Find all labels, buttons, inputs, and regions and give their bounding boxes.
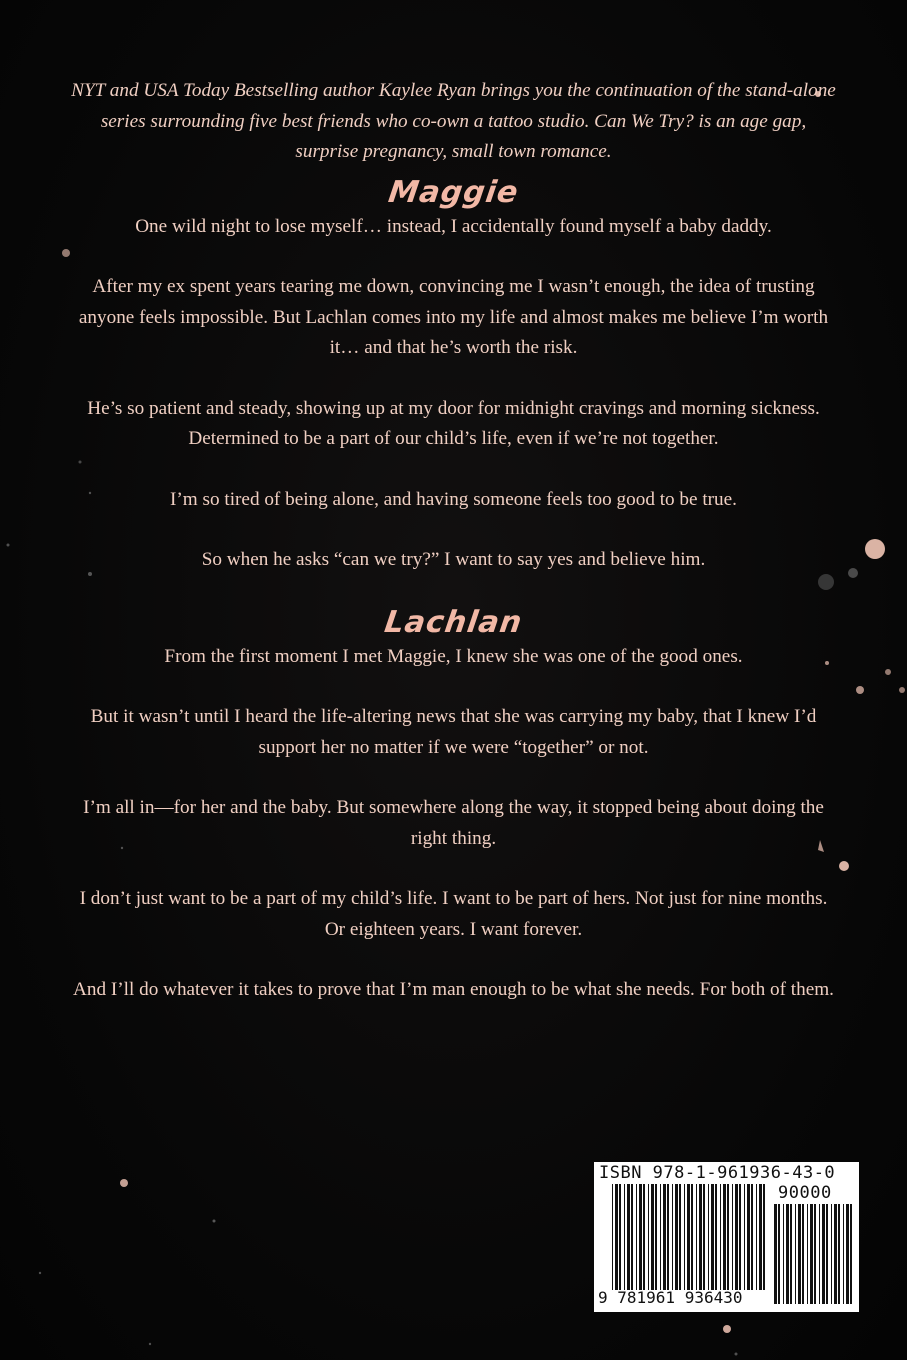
barcode-bar: [708, 1184, 709, 1290]
isbn-label: ISBN 978-1-961936-43-0: [599, 1163, 836, 1183]
barcode-bar: [711, 1184, 714, 1290]
lachlan-paragraph-3: I’m all in—for her and the baby. But somewhere along the way, it stopped being about doing the right thing.: [83, 797, 824, 849]
barcode-bar: [834, 1204, 837, 1304]
section-heading-lachlan: Lachlan: [382, 604, 525, 640]
barcode-bar: [663, 1184, 666, 1290]
maggie-paragraph-2: After my ex spent years tearing me down, convincing me I wasn’t enough, the idea of trusting anyone feels impossible. But Lachlan comes into my life and almost makes me believe I’m worth it… and that he’s worth the risk.: [78, 276, 829, 358]
lachlan-paragraph-1: From the first moment I met Maggie, I knew she was one of the good ones.: [164, 645, 743, 667]
barcode-bar: [639, 1184, 642, 1290]
barcode-bar: [667, 1184, 669, 1290]
barcode-bar: [790, 1204, 792, 1304]
lachlan-paragraph-4: I don’t just want to be a part of my child’s life. I want to be part of hers. Not just for nine months. Or eighteen years. I want forever.: [79, 888, 828, 940]
barcode-bar: [756, 1184, 757, 1290]
barcode-bar: [612, 1184, 613, 1290]
barcode-bar: [850, 1204, 852, 1304]
barcode-bar: [807, 1204, 808, 1304]
barcode-bars: [612, 1184, 767, 1290]
barcode-bar: [720, 1184, 721, 1290]
barcode-bar: [739, 1184, 741, 1290]
barcode-bar: [783, 1204, 784, 1304]
maggie-paragraph-5: So when he asks “can we try?” I want to say yes and believe him.: [201, 549, 706, 570]
barcode-bar: [624, 1184, 625, 1290]
barcode-bar: [778, 1204, 780, 1304]
barcode-bar: [631, 1184, 633, 1290]
barcode-bar: [727, 1184, 729, 1290]
barcode-bar: [843, 1204, 844, 1304]
maggie-paragraph-4: I’m so tired of being alone, and having someone feels too good to be true.: [170, 488, 737, 510]
barcode-bar: [774, 1204, 777, 1304]
barcode-bar: [643, 1184, 645, 1290]
barcode-bar: [636, 1184, 637, 1290]
barcode-bar: [822, 1204, 825, 1304]
barcode-bar: [615, 1184, 618, 1290]
barcode-bar: [735, 1184, 738, 1290]
section-heading-maggie: Maggie: [386, 174, 521, 210]
barcode-bar: [651, 1184, 654, 1290]
barcode-bar: [699, 1184, 702, 1290]
isbn-barcode: [594, 1162, 859, 1312]
barcode-bar: [684, 1184, 685, 1290]
barcode-bar: [831, 1204, 832, 1304]
barcode-bar: [619, 1184, 621, 1290]
barcode-bar: [703, 1184, 705, 1290]
barcode-bar: [838, 1204, 840, 1304]
barcode-bar: [814, 1204, 816, 1304]
barcode-bar: [648, 1184, 649, 1290]
barcode-bar: [715, 1184, 717, 1290]
barcode-addon-bars: [774, 1204, 854, 1304]
barcode-bar: [819, 1204, 820, 1304]
barcode-bar: [810, 1204, 813, 1304]
barcode-bar: [826, 1204, 828, 1304]
price-code: 90000: [778, 1183, 832, 1203]
barcode-bar: [691, 1184, 693, 1290]
barcode-bar: [786, 1204, 789, 1304]
intro-paragraph: NYT and USA Today Bestselling author Kaylee Ryan brings you the continuation of the stand-alone series surrounding five best friends who co-own a tattoo studio. Can We Try? is an age gap, surprise pregnancy, small town romance.: [71, 80, 836, 162]
lachlan-paragraph-5: And I’ll do whatever it takes to prove that I’m man enough to be what she needs. For both of them.: [73, 979, 834, 1000]
barcode-bar: [763, 1184, 765, 1290]
barcode-bar: [655, 1184, 657, 1290]
maggie-paragraph-3: He’s so patient and steady, showing up at my door for midnight cravings and morning sickness. Determined to be a part of our child’s life, even if we’re not together.: [87, 397, 820, 449]
barcode-bar: [687, 1184, 690, 1290]
barcode-bar: [723, 1184, 726, 1290]
barcode-bar: [751, 1184, 753, 1290]
lachlan-paragraph-2: But it wasn’t until I heard the life-altering news that she was carrying my baby, that I knew I’d support her no matter if we were “together” or not.: [90, 706, 817, 758]
ean-digits: 9 781961 936430: [598, 1288, 743, 1307]
barcode-bar: [696, 1184, 697, 1290]
barcode-bar: [747, 1184, 750, 1290]
book-blurb: [70, 76, 837, 1006]
barcode-bar: [675, 1184, 678, 1290]
barcode-bar: [846, 1204, 849, 1304]
maggie-paragraph-1: One wild night to lose myself… instead, I accidentally found myself a baby daddy.: [135, 215, 772, 237]
barcode-bar: [759, 1184, 762, 1290]
barcode-bar: [795, 1204, 796, 1304]
barcode-bar: [679, 1184, 681, 1290]
barcode-bar: [798, 1204, 801, 1304]
barcode-bar: [672, 1184, 673, 1290]
barcode-bar: [744, 1184, 745, 1290]
barcode-bar: [732, 1184, 733, 1290]
barcode-bar: [802, 1204, 804, 1304]
barcode-bar: [627, 1184, 630, 1290]
barcode-bar: [660, 1184, 661, 1290]
